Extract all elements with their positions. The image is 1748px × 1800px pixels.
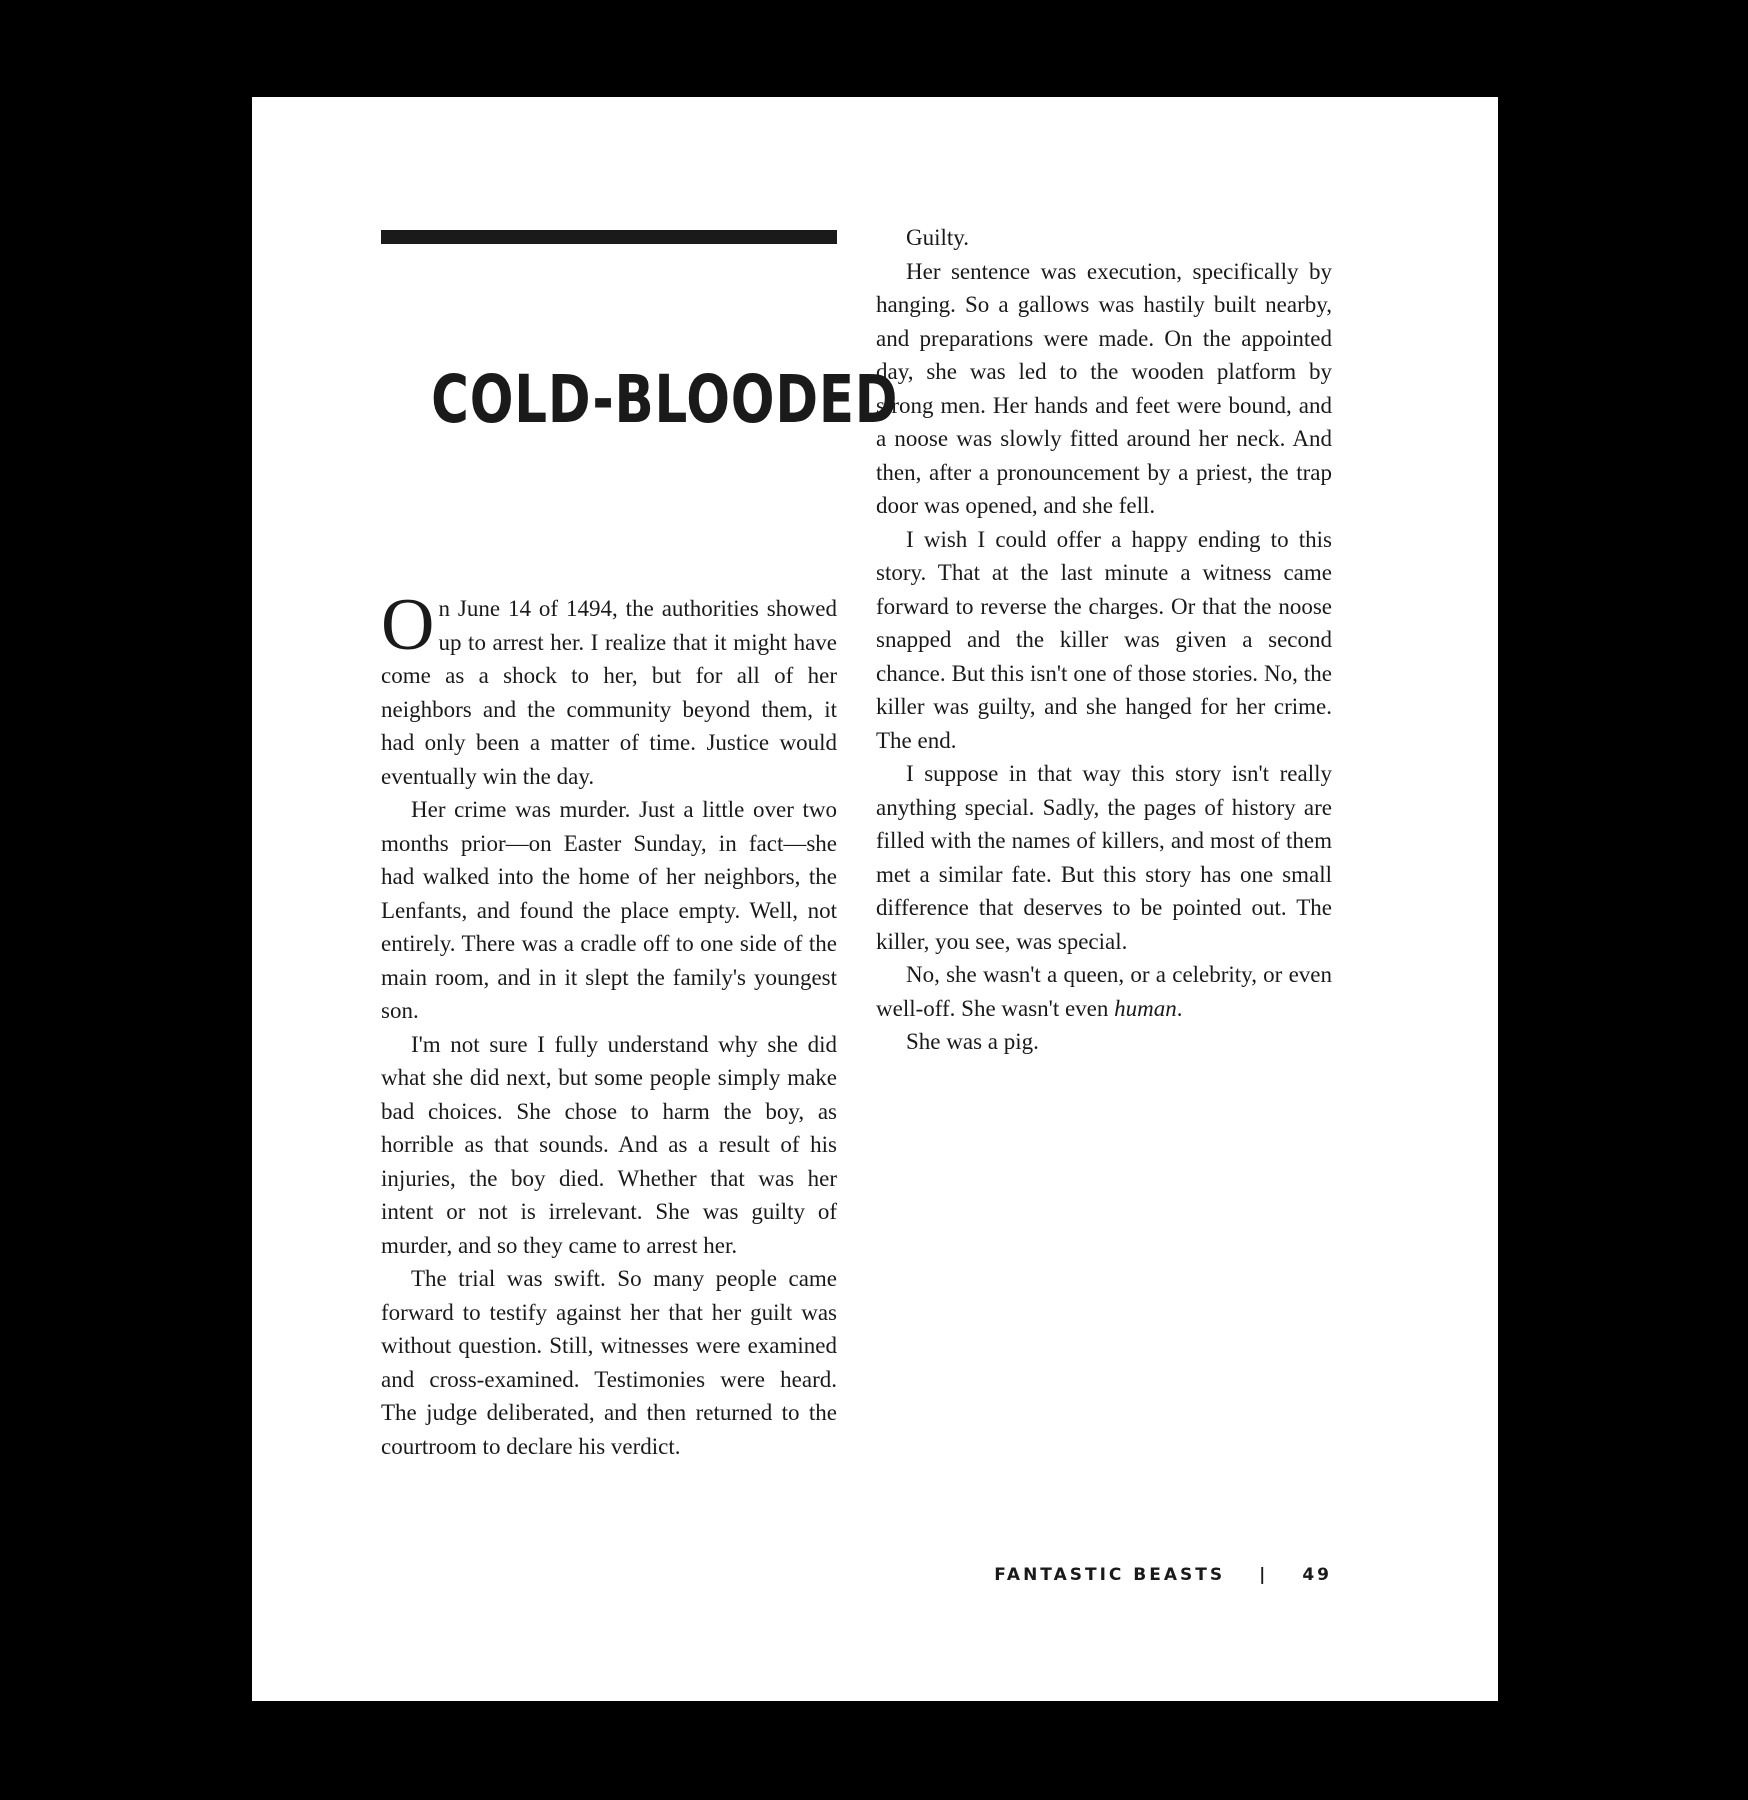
footer-separator: | (1259, 1565, 1269, 1585)
paragraph: She was a pig. (906, 1029, 1039, 1054)
paragraph-text: No, she wasn't a queen, or a celebrity, or even well-off. She wasn't even (876, 962, 1332, 1021)
right-column (876, 221, 1332, 1059)
drop-cap: O (381, 584, 435, 666)
running-title: FANTASTIC BEASTS (994, 1565, 1226, 1585)
paragraph-text: n June 14 of 1494, the authorities showed up to arrest her. I realize that it might have come as a shock to her, but for all of her neighbors and the community beyond them, it had only been a matter of time. Justice would eventually win the day. (381, 596, 837, 789)
paragraph: The trial was swift. So many people came forward to testify against her that her guilt was without question. Still, witnesses were examined and cross-examined. Testimonies were heard. The judge deliberated, and then returned to the courtroom to declare his verdict. (381, 1266, 837, 1459)
paragraph: I suppose in that way this story isn't really anything special. Sadly, the pages of history are filled with the names of killers, and most of them met a similar fate. But this story has one small difference that deserves to be pointed out. The killer, you see, was special. (876, 761, 1332, 954)
left-column (381, 584, 837, 1463)
paragraph: Guilty. (906, 225, 970, 250)
paragraph: Her sentence was execution, specifically by hanging. So a gallows was hastily built nearby, and preparations were made. On the appointed day, she was led to the wooden platform by strong men. Her hands and feet were bound, and a noose was slowly fitted around her neck. And then, after a pronouncement by a priest, the trap door was opened, and she fell. (876, 258, 1332, 518)
page-number: 49 (1302, 1565, 1332, 1585)
paragraph (876, 958, 1332, 1025)
book-page (252, 97, 1498, 1701)
paragraph (381, 584, 837, 793)
paragraph: Her crime was murder. Just a little over two months prior—on Easter Sunday, in fact—she had walked into the home of her neighbors, the Lenfants, and found the place empty. Well, not entirely. There was a cradle off to one side of the main room, and in it slept the family's youngest son. (381, 797, 837, 1023)
page-footer (876, 1565, 1332, 1585)
paragraph-text: . (1176, 995, 1183, 1021)
chapter-rule (381, 230, 837, 244)
emphasis-text: human (1114, 995, 1177, 1021)
paragraph: I'm not sure I fully understand why she did what she did next, but some people simply make bad choices. She chose to harm the boy, as horrible as that sounds. And as a result of his injuries, the boy died. Whether that was her intent or not is irrelevant. She was guilty of murder, and so they came to arrest her. (381, 1031, 837, 1258)
paragraph: I wish I could offer a happy ending to this story. That at the last minute a witness came forward to reverse the charges. Or that the noose snapped and the killer was given a second chance. But this isn't one of those stories. No, the killer was guilty, and she hanged for her crime. The end. (876, 526, 1332, 753)
chapter-title: COLD-BLOODED (431, 361, 899, 438)
